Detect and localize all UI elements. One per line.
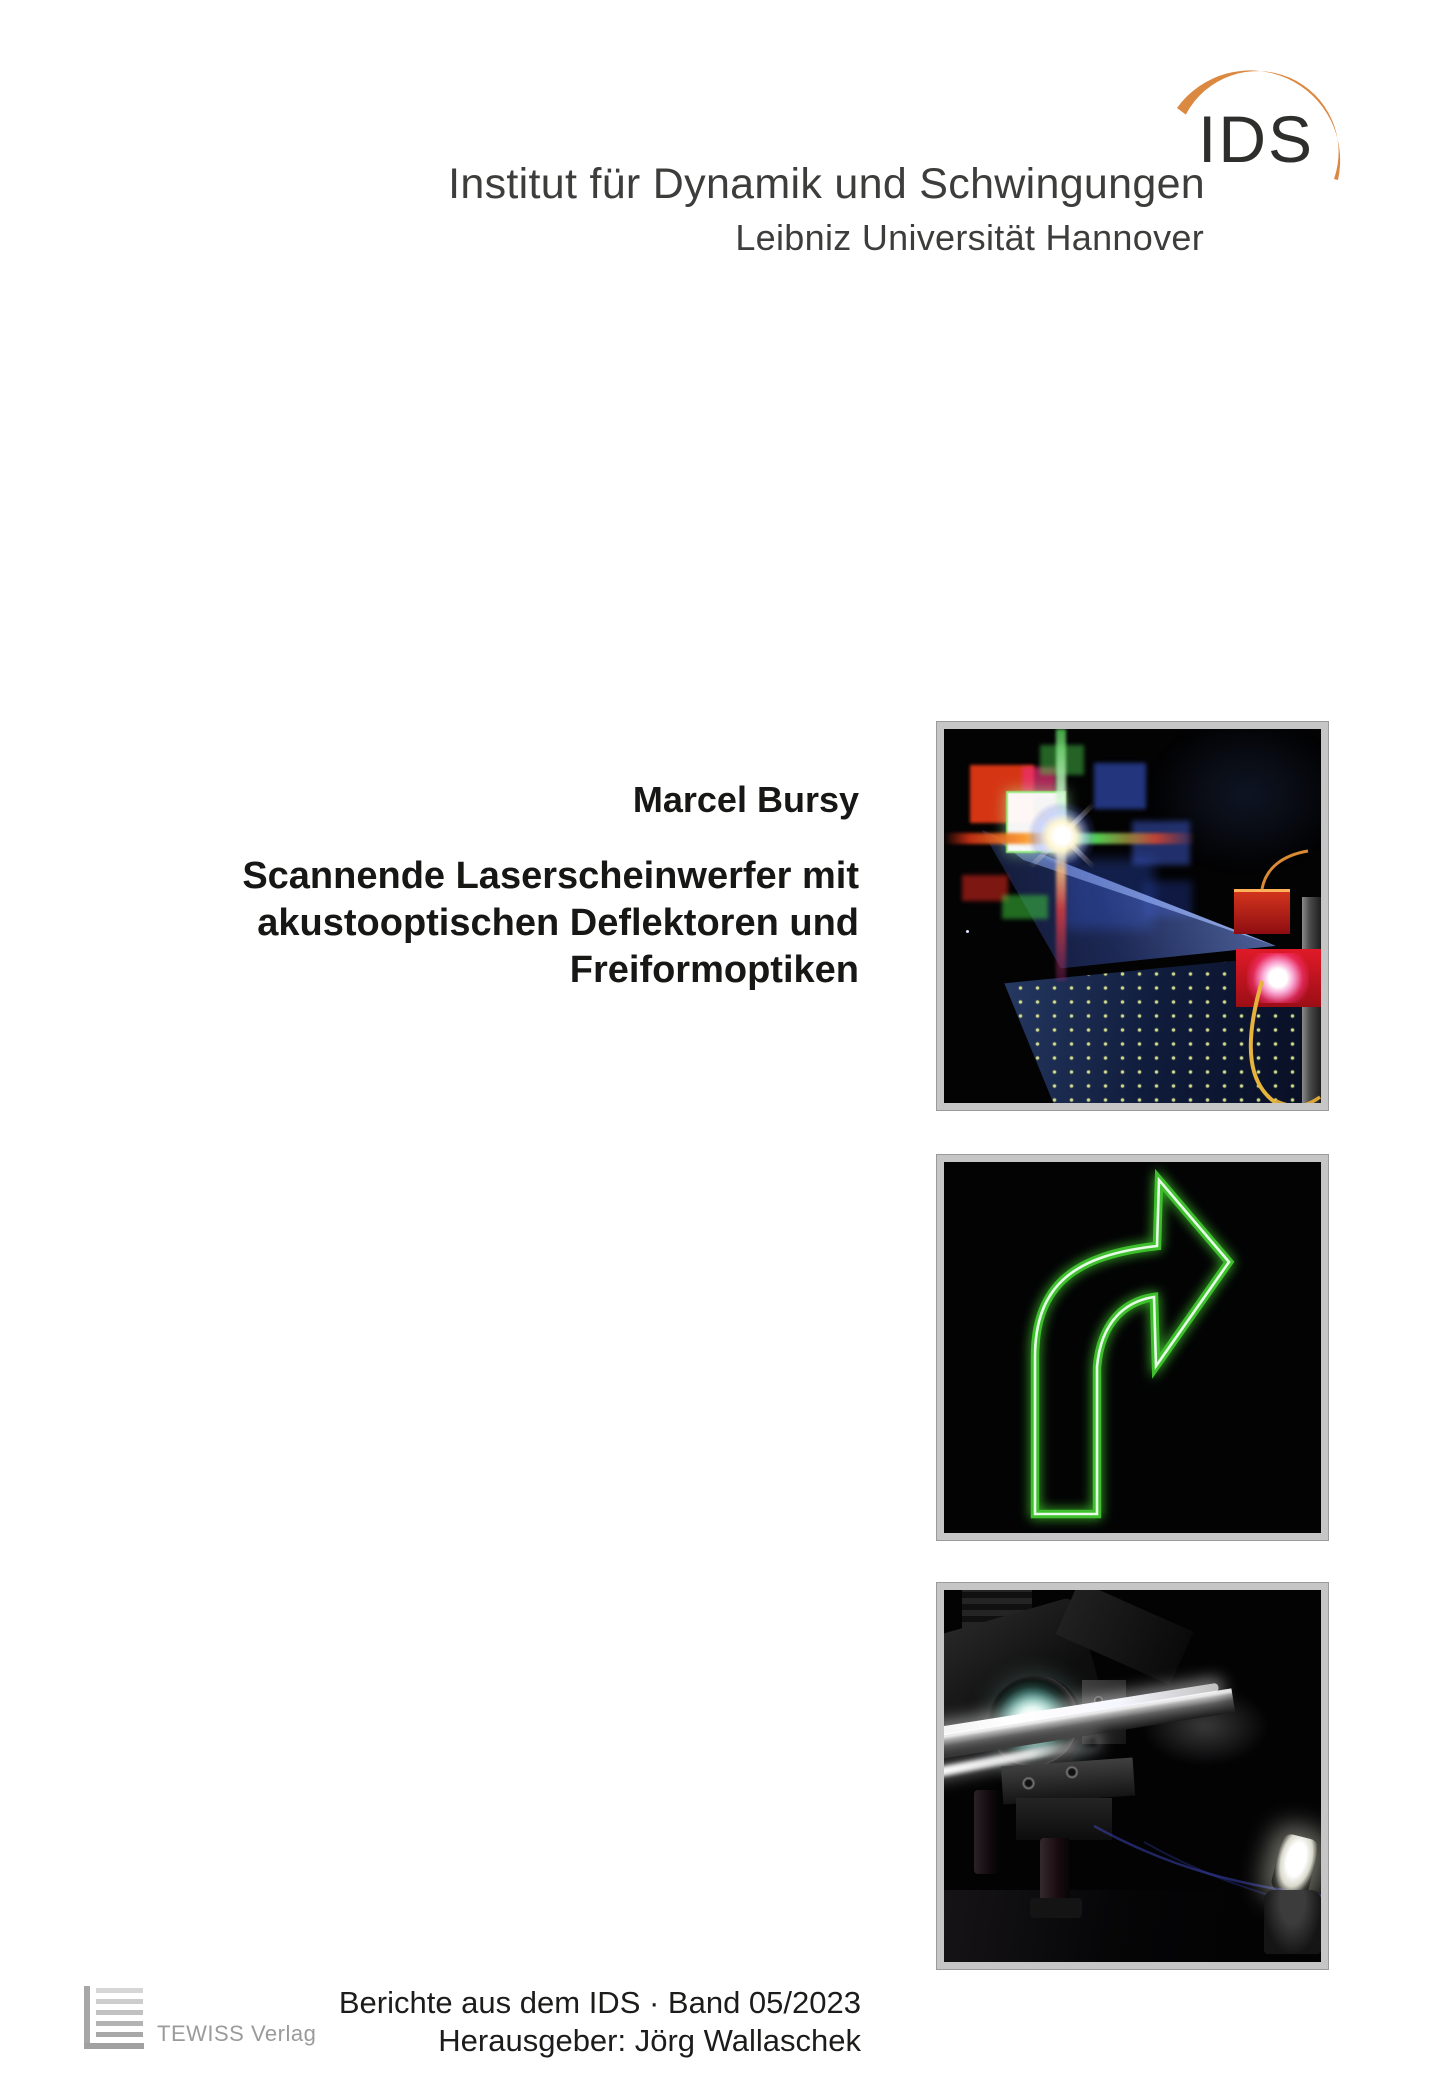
editor-line: Herausgeber: Jörg Wallaschek [438, 2023, 861, 2058]
tewiss-logo-bar [84, 2043, 144, 2049]
publisher-name: TEWISS Verlag [157, 2021, 317, 2046]
university-name: Leibniz Universität Hannover [735, 217, 1204, 258]
bottom-right-mount [1264, 1890, 1321, 1954]
title-line-2: akustooptischen Deflektoren und [257, 902, 859, 944]
tewiss-logo [84, 1986, 146, 2050]
fiber-cables [944, 729, 1321, 1103]
ids-logo-text: IDS [1198, 102, 1315, 176]
stray-light-dot [966, 930, 969, 933]
photo-laser-projector-setup [937, 722, 1328, 1110]
photo-lens-and-rod [937, 1583, 1328, 1969]
tewiss-logo-stripe [96, 1999, 143, 2004]
tewiss-logo-stripe [96, 2032, 143, 2037]
photo-green-arrow-projection [937, 1155, 1328, 1540]
author-name: Marcel Bursy [632, 779, 859, 820]
tewiss-logo-stripe [96, 2021, 143, 2026]
series-info [339, 1984, 861, 2060]
title-line-3: Freiformoptiken [569, 949, 859, 991]
tewiss-logo-bar [84, 1986, 90, 2049]
turn-right-arrow-icon [944, 1162, 1321, 1533]
tewiss-logo-stripe [96, 1988, 143, 1993]
title-line-1: Scannende Laserscheinwerfer mit [242, 855, 859, 897]
institute-name: Institut für Dynamik und Schwingungen [448, 160, 1205, 208]
series-line: Berichte aus dem IDS · Band 05/2023 [338, 1985, 861, 2020]
book-title [242, 853, 859, 994]
tewiss-logo-stripe [96, 2010, 143, 2015]
